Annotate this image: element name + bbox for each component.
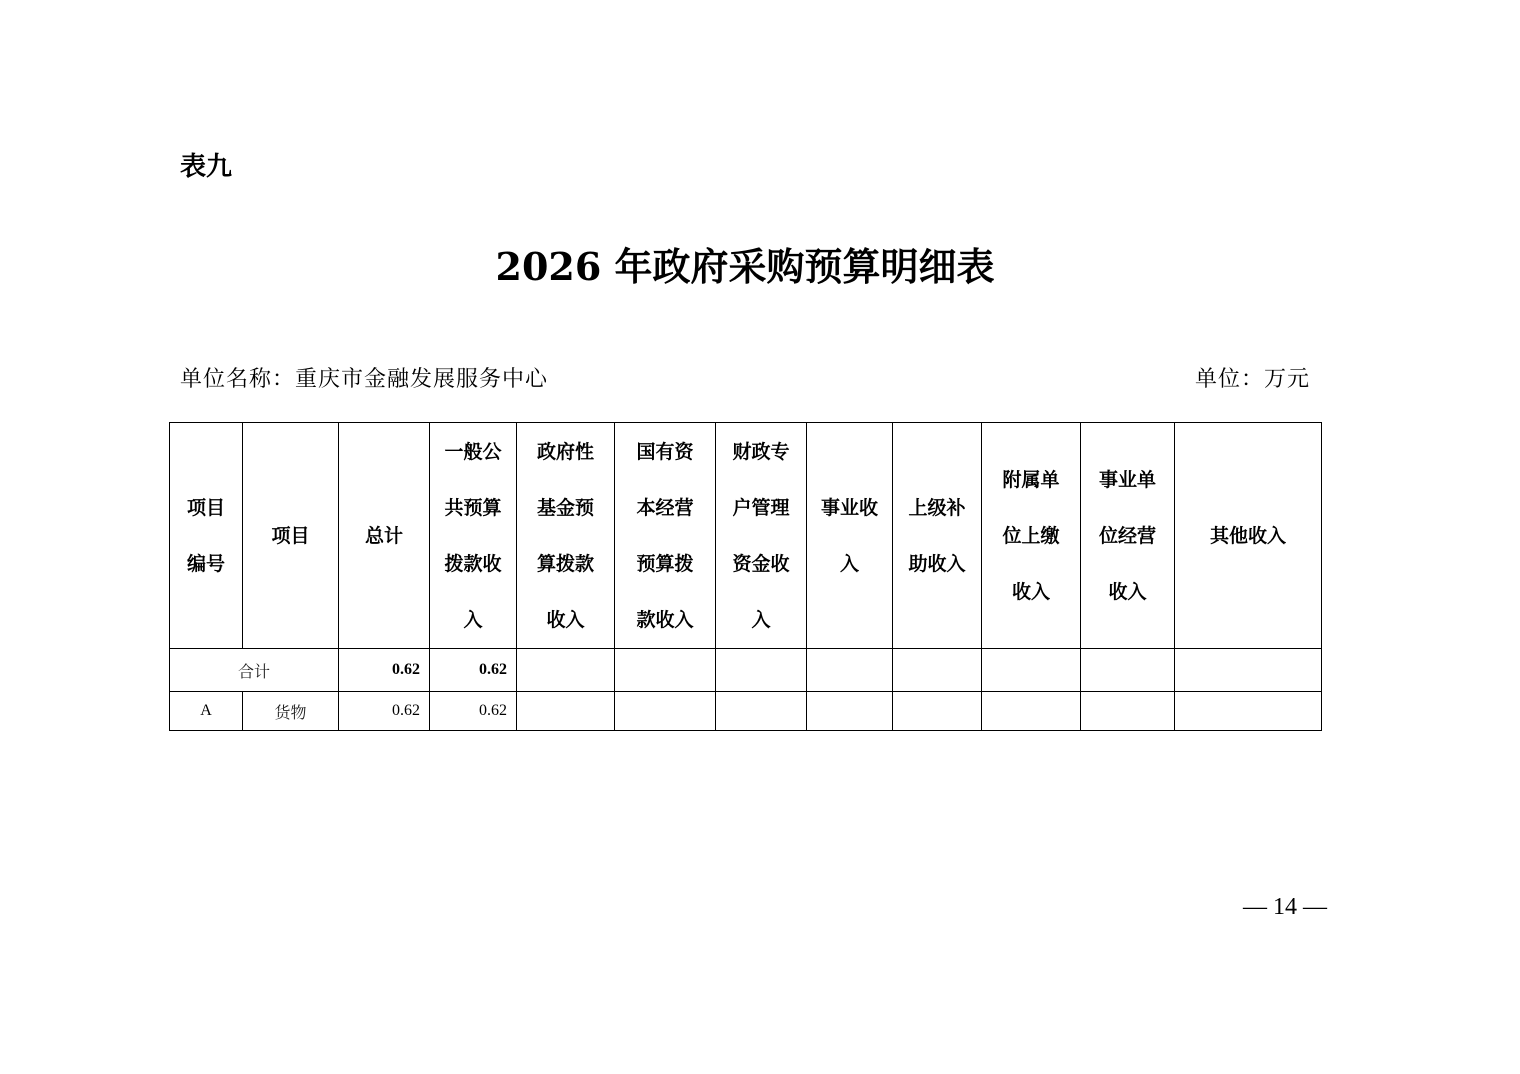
document-title: 2026 年政府采购预算明细表: [495, 244, 995, 289]
empty-cell: [517, 649, 615, 692]
row-item: 货物: [243, 692, 339, 731]
header-project-code: 项目 编号: [170, 423, 243, 649]
empty-cell: [893, 649, 982, 692]
empty-cell: [1081, 692, 1175, 731]
header-business-income: 事业收 入: [807, 423, 893, 649]
empty-cell: [1081, 649, 1175, 692]
header-project: 项目: [243, 423, 339, 649]
table-row: [170, 692, 1322, 731]
empty-cell: [716, 692, 807, 731]
header-total: 总计: [339, 423, 430, 649]
header-fiscal-account: 财政专 户管理 资金收 入: [716, 423, 807, 649]
total-row: [170, 649, 1322, 692]
total-general-budget: 0.62: [430, 649, 517, 692]
empty-cell: [982, 692, 1081, 731]
empty-cell: [1175, 692, 1322, 731]
table-header-row: [170, 423, 1322, 649]
currency-unit-label: 单位：万元: [1194, 367, 1310, 392]
header-government-fund: 政府性 基金预 算拨款 收入: [517, 423, 615, 649]
empty-cell: [807, 692, 893, 731]
unit-name-label: 单位名称：重庆市金融发展服务中心: [180, 367, 549, 392]
empty-cell: [982, 649, 1081, 692]
empty-cell: [807, 649, 893, 692]
header-other-income: 其他收入: [1175, 423, 1322, 649]
total-value: 0.62: [339, 649, 430, 692]
empty-cell: [1175, 649, 1322, 692]
header-superior-subsidy: 上级补 助收入: [893, 423, 982, 649]
empty-cell: [517, 692, 615, 731]
table-label: 表九: [180, 152, 233, 182]
header-business-operation: 事业单 位经营 收入: [1081, 423, 1175, 649]
row-general-budget: 0.62: [430, 692, 517, 731]
empty-cell: [615, 649, 716, 692]
header-state-capital: 国有资 本经营 预算拨 款收入: [615, 423, 716, 649]
row-total: 0.62: [339, 692, 430, 731]
procurement-budget-table: [169, 422, 1322, 731]
header-general-budget: 一般公 共预算 拨款收 入: [430, 423, 517, 649]
total-label: 合计: [170, 649, 339, 692]
empty-cell: [615, 692, 716, 731]
empty-cell: [716, 649, 807, 692]
empty-cell: [893, 692, 982, 731]
row-code: A: [170, 692, 243, 731]
page-number: — 14 —: [1243, 894, 1327, 920]
header-affiliated-unit: 附属单 位上缴 收入: [982, 423, 1081, 649]
